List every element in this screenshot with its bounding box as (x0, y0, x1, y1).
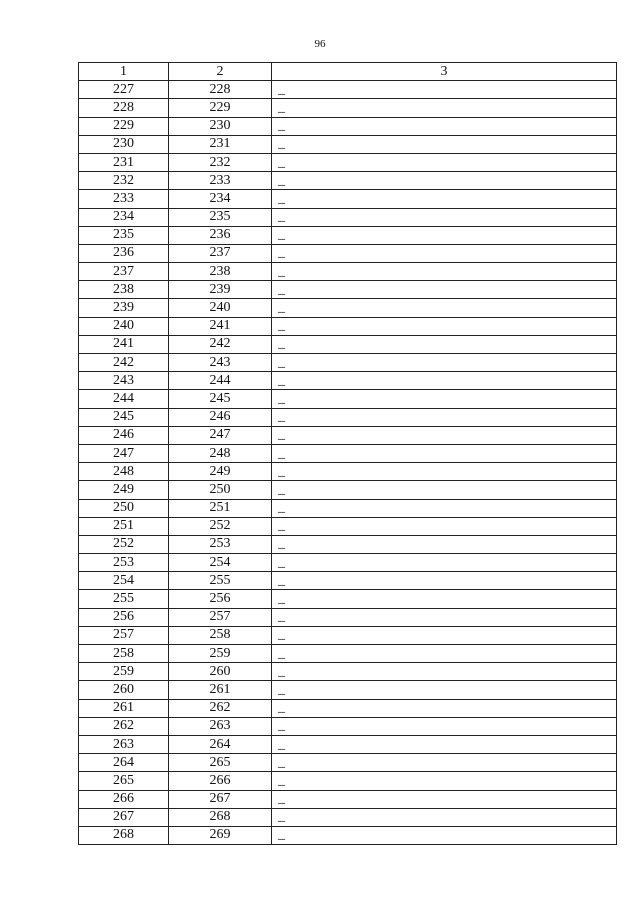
cell-col-1: 248 (79, 463, 169, 481)
table-row (79, 444, 617, 462)
table-row (79, 190, 617, 208)
cell-col-3: _ (272, 826, 617, 844)
cell-col-1: 257 (79, 626, 169, 644)
cell-col-3: _ (272, 208, 617, 226)
cell-col-3: _ (272, 408, 617, 426)
table-row (79, 354, 617, 372)
cell-col-3: _ (272, 717, 617, 735)
cell-col-1: 230 (79, 135, 169, 153)
cell-col-1: 259 (79, 663, 169, 681)
table-row (79, 517, 617, 535)
cell-col-2: 251 (169, 499, 272, 517)
cell-col-3: _ (272, 299, 617, 317)
cell-col-2: 257 (169, 608, 272, 626)
table-row (79, 226, 617, 244)
cell-col-1: 242 (79, 354, 169, 372)
cell-col-1: 252 (79, 535, 169, 553)
cell-col-3: _ (272, 135, 617, 153)
cell-col-2: 263 (169, 717, 272, 735)
cell-col-2: 269 (169, 826, 272, 844)
cell-col-3: _ (272, 190, 617, 208)
cell-col-1: 251 (79, 517, 169, 535)
cell-col-1: 234 (79, 208, 169, 226)
cell-col-3: _ (272, 263, 617, 281)
cell-col-3: _ (272, 317, 617, 335)
cell-col-2: 237 (169, 244, 272, 262)
cell-col-1: 256 (79, 608, 169, 626)
cell-col-2: 248 (169, 444, 272, 462)
cell-col-3: _ (272, 226, 617, 244)
table-row (79, 317, 617, 335)
table-row (79, 153, 617, 171)
cell-col-1: 255 (79, 590, 169, 608)
cell-col-2: 247 (169, 426, 272, 444)
cell-col-2: 243 (169, 354, 272, 372)
table-row (79, 535, 617, 553)
cell-col-3: _ (272, 554, 617, 572)
cell-col-3: _ (272, 372, 617, 390)
cell-col-1: 249 (79, 481, 169, 499)
column-header-2: 2 (169, 63, 272, 81)
cell-col-3: _ (272, 335, 617, 353)
cell-col-2: 253 (169, 535, 272, 553)
table-row (79, 135, 617, 153)
cell-col-1: 245 (79, 408, 169, 426)
data-table (78, 62, 617, 845)
cell-col-1: 250 (79, 499, 169, 517)
cell-col-1: 262 (79, 717, 169, 735)
cell-col-3: _ (272, 735, 617, 753)
table-row (79, 590, 617, 608)
table-row (79, 735, 617, 753)
cell-col-1: 268 (79, 826, 169, 844)
cell-col-2: 264 (169, 735, 272, 753)
cell-col-1: 261 (79, 699, 169, 717)
table-row (79, 408, 617, 426)
cell-col-2: 232 (169, 153, 272, 171)
cell-col-2: 262 (169, 699, 272, 717)
table-row (79, 826, 617, 844)
cell-col-3: _ (272, 663, 617, 681)
cell-col-2: 249 (169, 463, 272, 481)
cell-col-3: _ (272, 590, 617, 608)
cell-col-2: 228 (169, 81, 272, 99)
table-row (79, 335, 617, 353)
cell-col-1: 238 (79, 281, 169, 299)
cell-col-3: _ (272, 772, 617, 790)
table-row (79, 499, 617, 517)
cell-col-2: 267 (169, 790, 272, 808)
cell-col-3: _ (272, 426, 617, 444)
cell-col-2: 241 (169, 317, 272, 335)
cell-col-2: 235 (169, 208, 272, 226)
cell-col-1: 228 (79, 99, 169, 117)
cell-col-3: _ (272, 517, 617, 535)
cell-col-1: 265 (79, 772, 169, 790)
table-row (79, 244, 617, 262)
cell-col-3: _ (272, 99, 617, 117)
cell-col-3: _ (272, 681, 617, 699)
cell-col-3: _ (272, 481, 617, 499)
table-row (79, 390, 617, 408)
cell-col-2: 266 (169, 772, 272, 790)
cell-col-2: 255 (169, 572, 272, 590)
cell-col-1: 227 (79, 81, 169, 99)
table-row (79, 554, 617, 572)
cell-col-1: 253 (79, 554, 169, 572)
cell-col-3: _ (272, 281, 617, 299)
cell-col-3: _ (272, 754, 617, 772)
cell-col-1: 247 (79, 444, 169, 462)
table-row (79, 699, 617, 717)
cell-col-3: _ (272, 808, 617, 826)
table-row (79, 281, 617, 299)
table-body (79, 81, 617, 845)
table-row (79, 790, 617, 808)
cell-col-3: _ (272, 354, 617, 372)
cell-col-2: 252 (169, 517, 272, 535)
cell-col-2: 250 (169, 481, 272, 499)
cell-col-3: _ (272, 645, 617, 663)
cell-col-3: _ (272, 172, 617, 190)
cell-col-1: 263 (79, 735, 169, 753)
cell-col-3: _ (272, 153, 617, 171)
cell-col-1: 237 (79, 263, 169, 281)
cell-col-2: 268 (169, 808, 272, 826)
cell-col-3: _ (272, 244, 617, 262)
cell-col-2: 259 (169, 645, 272, 663)
cell-col-2: 233 (169, 172, 272, 190)
cell-col-2: 230 (169, 117, 272, 135)
cell-col-3: _ (272, 117, 617, 135)
page-number: 96 (314, 38, 326, 50)
cell-col-2: 256 (169, 590, 272, 608)
table-row (79, 463, 617, 481)
table-row (79, 717, 617, 735)
cell-col-1: 235 (79, 226, 169, 244)
table-row (79, 426, 617, 444)
table-row (79, 608, 617, 626)
cell-col-2: 244 (169, 372, 272, 390)
cell-col-1: 266 (79, 790, 169, 808)
cell-col-3: _ (272, 626, 617, 644)
cell-col-2: 239 (169, 281, 272, 299)
cell-col-1: 254 (79, 572, 169, 590)
table-row (79, 263, 617, 281)
cell-col-2: 240 (169, 299, 272, 317)
cell-col-1: 240 (79, 317, 169, 335)
cell-col-3: _ (272, 499, 617, 517)
table-row (79, 372, 617, 390)
table-row (79, 208, 617, 226)
cell-col-3: _ (272, 81, 617, 99)
cell-col-3: _ (272, 572, 617, 590)
cell-col-2: 234 (169, 190, 272, 208)
cell-col-1: 258 (79, 645, 169, 663)
cell-col-1: 241 (79, 335, 169, 353)
table-row (79, 117, 617, 135)
cell-col-2: 231 (169, 135, 272, 153)
cell-col-2: 236 (169, 226, 272, 244)
table-row (79, 681, 617, 699)
cell-col-1: 239 (79, 299, 169, 317)
cell-col-1: 260 (79, 681, 169, 699)
cell-col-1: 246 (79, 426, 169, 444)
cell-col-1: 231 (79, 153, 169, 171)
column-header-1: 1 (79, 63, 169, 81)
table-row (79, 808, 617, 826)
table-row (79, 663, 617, 681)
cell-col-1: 264 (79, 754, 169, 772)
cell-col-1: 267 (79, 808, 169, 826)
cell-col-3: _ (272, 699, 617, 717)
table-row (79, 626, 617, 644)
cell-col-2: 246 (169, 408, 272, 426)
cell-col-3: _ (272, 463, 617, 481)
cell-col-3: _ (272, 790, 617, 808)
column-header-3: 3 (272, 63, 617, 81)
cell-col-2: 260 (169, 663, 272, 681)
table-row (79, 645, 617, 663)
cell-col-2: 229 (169, 99, 272, 117)
cell-col-2: 242 (169, 335, 272, 353)
table-row (79, 99, 617, 117)
cell-col-2: 245 (169, 390, 272, 408)
cell-col-1: 229 (79, 117, 169, 135)
cell-col-3: _ (272, 535, 617, 553)
cell-col-1: 243 (79, 372, 169, 390)
cell-col-3: _ (272, 608, 617, 626)
cell-col-2: 261 (169, 681, 272, 699)
cell-col-1: 233 (79, 190, 169, 208)
table-row (79, 572, 617, 590)
cell-col-1: 244 (79, 390, 169, 408)
table-row (79, 754, 617, 772)
cell-col-2: 265 (169, 754, 272, 772)
table-row (79, 481, 617, 499)
table-row (79, 772, 617, 790)
cell-col-2: 258 (169, 626, 272, 644)
table-header-row (79, 63, 617, 81)
cell-col-3: _ (272, 390, 617, 408)
table-row (79, 172, 617, 190)
table-row (79, 299, 617, 317)
cell-col-3: _ (272, 444, 617, 462)
table-row (79, 81, 617, 99)
cell-col-1: 236 (79, 244, 169, 262)
cell-col-2: 254 (169, 554, 272, 572)
cell-col-2: 238 (169, 263, 272, 281)
cell-col-1: 232 (79, 172, 169, 190)
